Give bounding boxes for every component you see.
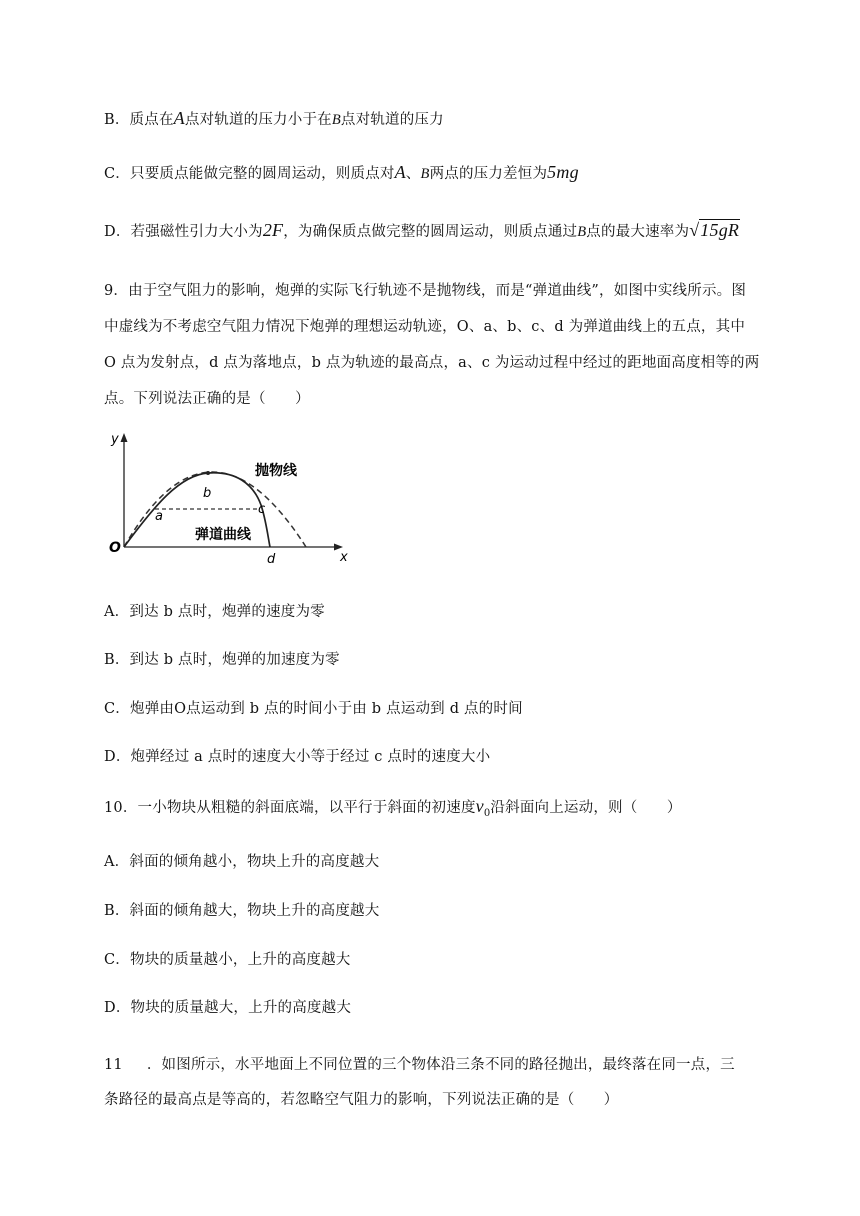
sqrt-expression: √15gR <box>689 220 740 240</box>
y-axis-arrow <box>121 433 128 442</box>
q10-option-d: D．物块的质量越大，上升的高度越大 <box>104 1000 352 1016</box>
q9-option-c: C．炮弹由O点运动到 b 点的时间小于由 b 点运动到 d 点的时间 <box>104 701 523 717</box>
label-x: x <box>340 550 348 565</box>
label-parabola: 抛物线 <box>255 463 297 479</box>
q10-option-a: A．斜面的倾角越小，物块上升的高度越大 <box>104 854 380 870</box>
label-c: c <box>258 502 266 517</box>
label-d: d <box>267 552 276 567</box>
trajectory-figure <box>100 425 355 570</box>
q8-option-d: D．若强磁性引力大小为2F，为确保质点做完整的圆周运动，则质点通过B点的最大速率为√15gR <box>104 220 740 240</box>
q8-option-b: B．质点在A点对轨道的压力小于在B点对轨道的压力 <box>104 108 444 128</box>
q9-stem-line2: 中虚线为不考虑空气阻力情况下炮弹的理想运动轨迹，O、a、b、c、d 为弹道曲线上的五点，其中 <box>104 319 746 335</box>
label-ballistic: 弹道曲线 <box>195 527 251 543</box>
q8-option-c: C．只要质点能做完整的圆周运动，则质点对A、B两点的压力差恒为5mg <box>104 162 579 182</box>
point-b <box>206 471 210 475</box>
q10-option-b: B．斜面的倾角越大，物块上升的高度越大 <box>104 903 380 919</box>
q11-stem-line2: 条路径的最高点是等高的，若忽略空气阻力的影响，下列说法正确的是（ ） <box>104 1092 619 1108</box>
q9-option-b: B．到达 b 点时，炮弹的加速度为零 <box>104 652 340 668</box>
q9-stem-line4: 点。下列说法正确的是（ ） <box>104 391 310 407</box>
q9-stem-line3: O 点为发射点，d 点为落地点，b 点为轨迹的最高点，a、c 为运动过程中经过的距地面高度相等的两 <box>104 355 760 371</box>
q10-stem: 10．一小物块从粗糙的斜面底端，以平行于斜面的初速度$v_0$沿斜面向上运动，则（ ） <box>104 796 682 819</box>
q11-stem-line1: 11 ．如图所示，水平地面上不同位置的三个物体沿三条不同的路径抛出，最终落在同一点，三 <box>104 1057 735 1073</box>
label-b: b <box>203 486 212 501</box>
q9-option-a: A．到达 b 点时，炮弹的速度为零 <box>104 604 325 620</box>
label-O: O <box>109 540 121 556</box>
label-a: a <box>155 509 163 524</box>
q10-option-c: C．物块的质量越小，上升的高度越大 <box>104 952 351 968</box>
q9-option-d: D．炮弹经过 a 点时的速度大小等于经过 c 点时的速度大小 <box>104 749 491 765</box>
q9-stem-line1: 9．由于空气阻力的影响，炮弹的实际飞行轨迹不是抛物线，而是“弹道曲线”，如图中实线所示。图 <box>104 283 747 299</box>
label-y: y <box>111 432 119 447</box>
